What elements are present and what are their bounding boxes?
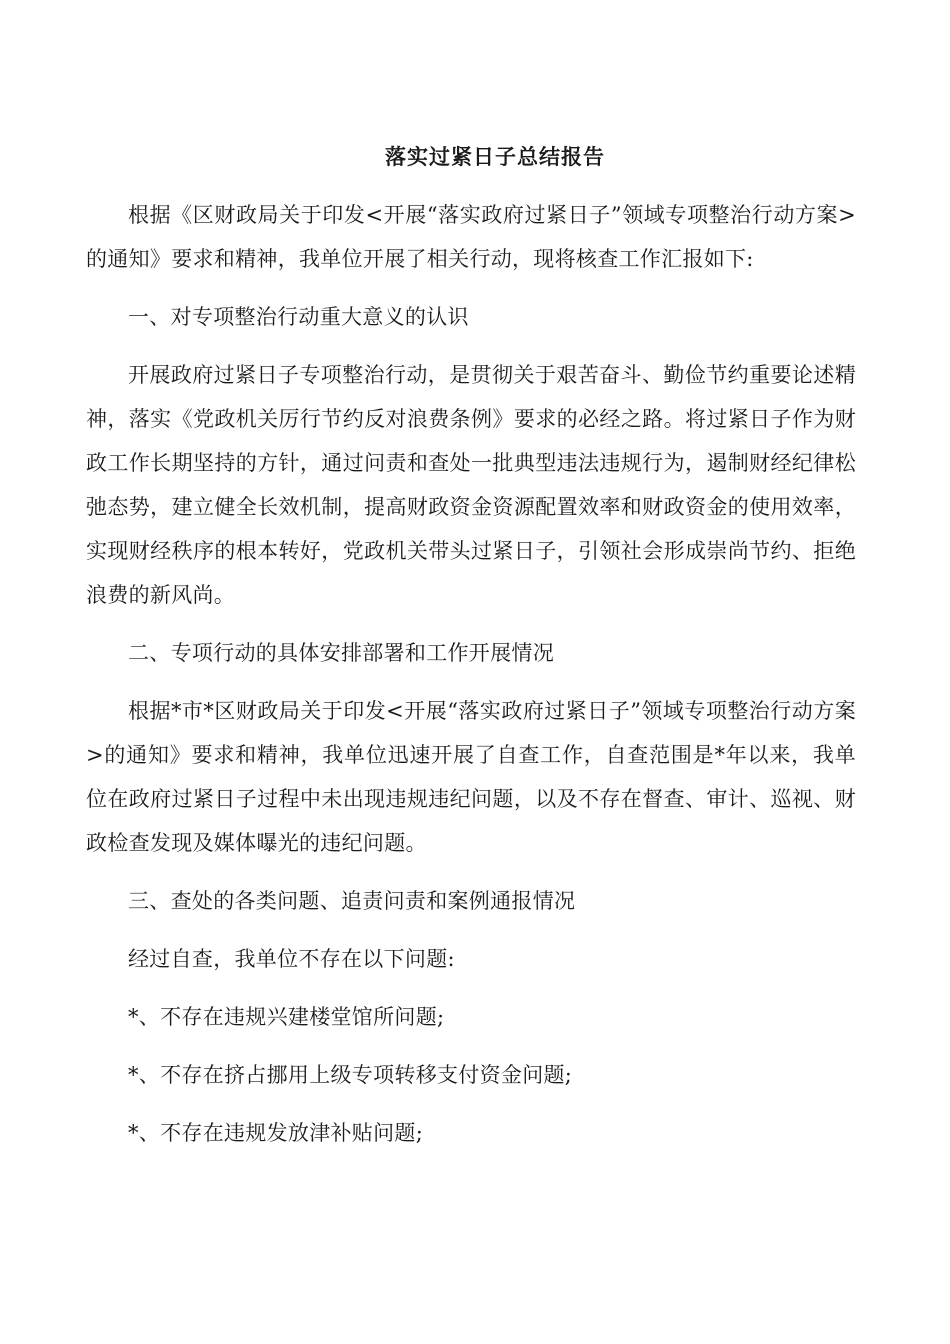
list-item: *、不存在违规发放津补贴问题; [128, 1121, 424, 1145]
section-1-paragraph: 开展政府过紧日子专项整治行动，是贯彻关于艰苦奋斗、勤俭节约重要论述精神，落实《党政机关厉行节约反对浪费条例》要求的必经之路。将过紧日子作为财政工作长期坚持的方针，通过问责和查处一批典型违法违规行为，遏制财经纪律松弛态势，建立健全长效机制，提高财政资金资源配置效率和财政资金的使用效率，实现财经秩序的根本转好，党政机关带头过紧日子，引领社会形成崇尚节约、拒绝浪费的新风尚。 [86, 363, 856, 607]
section-heading-1: 一、对专项整治行动重大意义的认识 [128, 305, 469, 329]
list-item: *、不存在挤占挪用上级专项转移支付资金问题; [128, 1063, 573, 1087]
document-title: 落实过紧日子总结报告 [385, 144, 605, 169]
list-item: *、不存在违规兴建楼堂馆所问题; [128, 1005, 445, 1029]
section-heading-2: 二、专项行动的具体安排部署和工作开展情况 [128, 641, 554, 665]
document-body [86, 193, 856, 1169]
section-2-paragraph: 根据*市*区财政局关于印发<开展“落实政府过紧日子”领域专项整治行动方案>的通知》要求和精神，我单位迅速开展了自查工作，自查范围是*年以来，我单位在政府过紧日子过程中未出现违规违纪问题，以及不存在督查、审计、巡视、财政检查发现及媒体曝光的违纪问题。 [86, 699, 856, 855]
section-3-paragraph: 经过自查，我单位不存在以下问题: [128, 947, 455, 971]
intro-paragraph: 根据《区财政局关于印发<开展“落实政府过紧日子”领域专项整治行动方案>的通知》要求和精神，我单位开展了相关行动，现将核查工作汇报如下: [86, 203, 856, 271]
section-heading-3: 三、查处的各类问题、追责问责和案例通报情况 [128, 889, 576, 913]
